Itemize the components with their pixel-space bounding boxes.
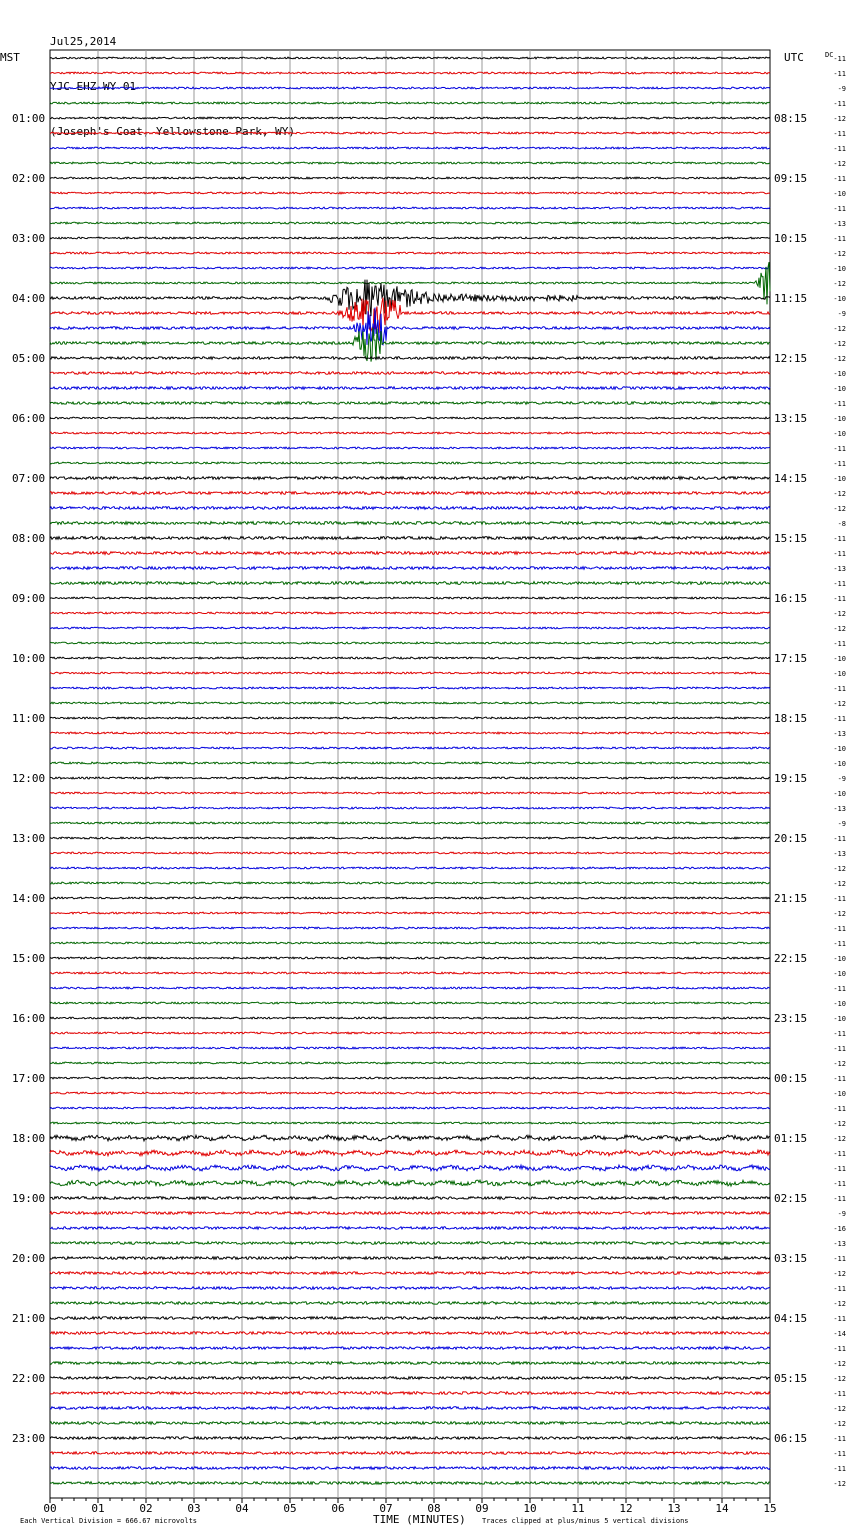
plot-frame [50,50,770,1498]
trace-line [50,1302,770,1305]
footer-left-note: Each Vertical Division = 666.67 microvolts [20,1517,198,1525]
utc-hour-label: 20:15 [774,832,808,845]
trace-line [50,57,770,59]
trace-line [50,957,770,959]
mst-hour-label: 01:00 [12,112,46,125]
mst-hour-label: 02:00 [12,172,46,185]
dc-offset-label: -11 [833,925,846,933]
dc-offset-label: -11 [833,1390,846,1398]
trace-line [50,117,770,119]
trace-line [50,1122,770,1124]
trace-line [50,942,770,944]
trace-line [50,1017,770,1019]
trace-line [50,672,770,674]
dc-offset-label: -9 [837,775,846,783]
utc-hour-label: 02:15 [774,1192,808,1205]
dc-offset-label: -10 [833,955,846,963]
trace-line [50,1377,770,1380]
dc-offset-label: -11 [833,70,846,78]
trace-line [50,477,770,480]
dc-offset-label: -12 [833,160,846,168]
x-axis-title: TIME (MINUTES) [373,1513,466,1526]
trace-line [50,732,770,734]
trace-line [50,1002,770,1004]
utc-hour-label: 10:15 [774,232,808,245]
trace-line [50,582,770,585]
mst-hour-label: 13:00 [12,832,46,845]
dc-offset-label: -12 [833,865,846,873]
dc-offset-label: -12 [833,355,846,363]
trace-line [50,1077,770,1079]
trace-line [50,747,770,749]
dc-offset-label: -11 [833,205,846,213]
trace-line [50,237,770,239]
dc-offset-label: -11 [833,1165,846,1173]
mst-hour-label: 10:00 [12,652,46,665]
dc-offset-label: -11 [833,535,846,543]
utc-hour-label: 23:15 [774,1012,808,1025]
trace-line [50,387,770,390]
footer-right-note: Traces clipped at plus/minus 5 vertical divisions [482,1517,689,1525]
dc-offset-label: -10 [833,655,846,663]
dc-offset-label: -10 [833,970,846,978]
utc-hour-label: 22:15 [774,952,808,965]
trace-line [50,1392,770,1395]
dc-offset-label: -10 [833,190,846,198]
utc-hour-label: 03:15 [774,1252,808,1265]
utc-hour-label: 06:15 [774,1432,808,1445]
dc-offset-label: -11 [833,1105,846,1113]
utc-hour-label: 04:15 [774,1312,808,1325]
mst-hour-label: 22:00 [12,1372,46,1385]
utc-hour-label: 12:15 [774,352,808,365]
trace-line [50,837,770,839]
trace-line [50,372,770,375]
mst-hour-label: 04:00 [12,292,46,305]
trace-line [50,192,770,194]
trace-line [50,1047,770,1049]
utc-hour-label: 21:15 [774,892,808,905]
dc-offset-label: -11 [833,400,846,408]
trace-line [50,72,770,74]
dc-offset-label: -12 [833,340,846,348]
trace-line [50,1180,770,1186]
trace-line [50,1135,770,1141]
dc-offset-label: -10 [833,430,846,438]
dc-offset-label: -11 [833,130,846,138]
trace-line [50,777,770,779]
trace-line [50,987,770,989]
mst-hour-label: 23:00 [12,1432,46,1445]
trace-line [50,882,770,884]
dc-offset-label: -11 [833,1045,846,1053]
dc-offset-label: -12 [833,1375,846,1383]
trace-line [50,612,770,614]
trace-line [50,912,770,914]
trace-line [50,267,770,269]
dc-offset-label: -12 [833,1360,846,1368]
dc-offset-label: -9 [837,820,846,828]
trace-line [50,1362,770,1365]
utc-hour-label: 11:15 [774,292,808,305]
trace-line [50,492,770,495]
x-tick-label: 05 [283,1502,297,1515]
dc-offset-label: -12 [833,880,846,888]
trace-line [50,1452,770,1455]
dc-offset-label: -12 [833,1405,846,1413]
trace-line [50,162,770,164]
trace-line [50,867,770,869]
trace-line [50,132,770,134]
dc-offset-label: -11 [833,1030,846,1038]
trace-line [50,972,770,974]
dc-offset-label: -10 [833,790,846,798]
trace-line [50,1482,770,1485]
trace-line [50,417,770,419]
dc-offset-label: -11 [833,445,846,453]
dc-offset-label: -11 [833,1195,846,1203]
trace-line [50,252,770,254]
trace-line [50,1257,770,1260]
x-tick-label: 03 [187,1502,201,1515]
mst-hour-label: 21:00 [12,1312,46,1325]
mst-hour-label: 16:00 [12,1012,46,1025]
trace-line [50,567,770,570]
utc-hour-label: 17:15 [774,652,808,665]
mst-hour-label: 05:00 [12,352,46,365]
mst-axis-label: MST [0,51,20,64]
trace-line [50,1242,770,1245]
dc-offset-label: -12 [833,910,846,918]
trace-line [50,1165,770,1171]
dc-offset-label: -11 [833,595,846,603]
dc-offset-label: -11 [833,1315,846,1323]
trace-line [50,717,770,719]
trace-line [50,357,770,360]
dc-offset-label: -12 [833,250,846,258]
utc-hour-label: 13:15 [774,412,808,425]
trace-line [50,822,770,824]
trace-line [50,1272,770,1275]
trace-line [50,702,770,704]
trace-line [50,762,770,764]
trace-line [50,87,770,89]
trace-line [50,462,770,464]
utc-hour-label: 15:15 [774,532,808,545]
dc-offset-label: -8 [837,520,846,528]
dc-offset-label: -11 [833,715,846,723]
seismic-traces [50,57,770,1484]
trace-line [50,1197,770,1200]
dc-offset-label: -12 [833,700,846,708]
dc-offset-label: -9 [837,1210,846,1218]
dc-offset-label: -13 [833,805,846,813]
dc-offset-label: -10 [833,385,846,393]
dc-offset-label: -11 [833,1285,846,1293]
dc-offset-label: -11 [833,1150,846,1158]
trace-line [50,207,770,209]
dc-offset-label: -14 [833,1330,846,1338]
x-tick-label: 14 [715,1502,729,1515]
dc-label: DC [825,51,834,59]
axis-labels [0,51,846,1526]
trace-line [50,1212,770,1215]
utc-hour-label: 16:15 [774,592,808,605]
utc-hour-label: 00:15 [774,1072,808,1085]
dc-offset-label: -11 [833,1345,846,1353]
utc-hour-label: 01:15 [774,1132,808,1145]
dc-offset-label: -11 [833,460,846,468]
dc-offset-label: -12 [833,1270,846,1278]
trace-line [50,1437,770,1440]
trace-line [50,1107,770,1109]
x-tick-label: 08 [427,1502,441,1515]
dc-offset-label: -11 [833,1450,846,1458]
x-tick-label: 00 [43,1502,57,1515]
x-tick-label: 15 [763,1502,777,1515]
dc-offset-label: -11 [833,1180,846,1188]
trace-line [50,177,770,179]
trace-line [50,1467,770,1470]
dc-offset-label: -16 [833,1225,846,1233]
dc-offset-label: -13 [833,730,846,738]
trace-line [50,1150,770,1156]
x-tick-label: 13 [667,1502,681,1515]
trace-line [50,1032,770,1034]
dc-offset-label: -11 [833,235,846,243]
date-label: Jul25,2014 [50,35,117,48]
dc-offset-label: -11 [833,940,846,948]
trace-line [50,1332,770,1335]
trace-line [50,852,770,854]
mst-hour-label: 09:00 [12,592,46,605]
trace-line [50,402,770,405]
dc-offset-label: -12 [833,1120,846,1128]
mst-hour-label: 06:00 [12,412,46,425]
dc-offset-label: -11 [833,100,846,108]
mst-hour-label: 12:00 [12,772,46,785]
dc-offset-label: -11 [833,685,846,693]
dc-offset-label: -11 [833,895,846,903]
dc-offset-label: -12 [833,1480,846,1488]
trace-line [50,328,770,362]
mst-hour-label: 07:00 [12,472,46,485]
trace-line [50,627,770,629]
trace-line [50,147,770,149]
dc-offset-label: -11 [833,835,846,843]
dc-offset-label: -10 [833,295,846,303]
dc-offset-label: -11 [833,1255,846,1263]
location-label: (Joseph's Coat, Yellowstone Park, WY) [50,125,296,138]
x-tick-label: 10 [523,1502,537,1515]
trace-line [50,507,770,510]
trace-line [50,597,770,599]
dc-offset-label: -11 [833,175,846,183]
trace-line [50,897,770,899]
x-tick-label: 11 [571,1502,585,1515]
trace-line [50,1407,770,1410]
x-tick-label: 12 [619,1502,633,1515]
trace-line [50,1092,770,1094]
dc-offset-label: -11 [833,145,846,153]
dc-offset-label: -12 [833,1135,846,1143]
utc-hour-label: 08:15 [774,112,808,125]
trace-line [50,642,770,644]
mst-hour-label: 18:00 [12,1132,46,1145]
trace-line [50,432,770,434]
trace-line [50,792,770,794]
dc-offset-label: -11 [833,1435,846,1443]
dc-offset-label: -13 [833,1240,846,1248]
mst-hour-label: 20:00 [12,1252,46,1265]
dc-offset-label: -11 [833,550,846,558]
utc-hour-label: 19:15 [774,772,808,785]
dc-offset-label: -9 [837,85,846,93]
x-tick-label: 09 [475,1502,489,1515]
trace-line [50,537,770,540]
trace-line [50,1227,770,1230]
dc-offset-label: -12 [833,505,846,513]
mst-hour-label: 08:00 [12,532,46,545]
trace-line [50,1347,770,1350]
dc-offset-label: -12 [833,490,846,498]
utc-axis-label: UTC [784,51,804,64]
dc-offset-label: -12 [833,610,846,618]
trace-line [50,687,770,689]
dc-offset-label: -10 [833,370,846,378]
x-tick-label: 01 [91,1502,105,1515]
trace-line [50,1287,770,1290]
trace-line [50,447,770,449]
trace-line [50,522,770,525]
dc-offset-label: -10 [833,670,846,678]
dc-offset-label: -10 [833,475,846,483]
trace-line [50,807,770,809]
utc-hour-label: 14:15 [774,472,808,485]
dc-offset-label: -10 [833,1090,846,1098]
dc-offset-label: -12 [833,325,846,333]
dc-offset-label: -11 [833,985,846,993]
x-tick-label: 02 [139,1502,153,1515]
trace-line [50,927,770,929]
trace-line [50,222,770,224]
dc-offset-label: -13 [833,850,846,858]
x-tick-label: 06 [331,1502,345,1515]
x-tick-label: 07 [379,1502,393,1515]
dc-offset-label: -11 [833,1075,846,1083]
trace-line [50,1062,770,1064]
dc-offset-label: -10 [833,415,846,423]
dc-offset-label: -10 [833,745,846,753]
dc-offset-label: -13 [833,565,846,573]
mst-hour-label: 11:00 [12,712,46,725]
dc-offset-label: -11 [833,640,846,648]
utc-hour-label: 09:15 [774,172,808,185]
dc-offset-label: -11 [833,580,846,588]
dc-offset-label: -12 [833,115,846,123]
utc-hour-label: 18:15 [774,712,808,725]
dc-offset-label: -13 [833,220,846,228]
trace-line [50,552,770,555]
utc-hour-label: 05:15 [774,1372,808,1385]
dc-offset-label: -9 [837,310,846,318]
station-label: YJC EHZ WY 01 [50,80,137,93]
mst-hour-label: 14:00 [12,892,46,905]
dc-offset-label: -11 [833,1465,846,1473]
trace-line [50,657,770,659]
trace-line [50,280,770,317]
dc-offset-label: -12 [833,625,846,633]
trace-line [50,102,770,104]
mst-hour-label: 03:00 [12,232,46,245]
dc-offset-label: -12 [833,1060,846,1068]
dc-offset-label: -11 [833,55,846,63]
dc-offset-label: -10 [833,760,846,768]
mst-hour-label: 19:00 [12,1192,46,1205]
dc-offset-label: -12 [833,1300,846,1308]
trace-line [50,1422,770,1425]
dc-offset-label: -10 [833,265,846,273]
trace-line [50,1317,770,1320]
dc-offset-label: -10 [833,1000,846,1008]
dc-offset-label: -12 [833,280,846,288]
dc-offset-label: -10 [833,1015,846,1023]
mst-hour-label: 15:00 [12,952,46,965]
x-tick-label: 04 [235,1502,249,1515]
dc-offset-label: -12 [833,1420,846,1428]
mst-hour-label: 17:00 [12,1072,46,1085]
